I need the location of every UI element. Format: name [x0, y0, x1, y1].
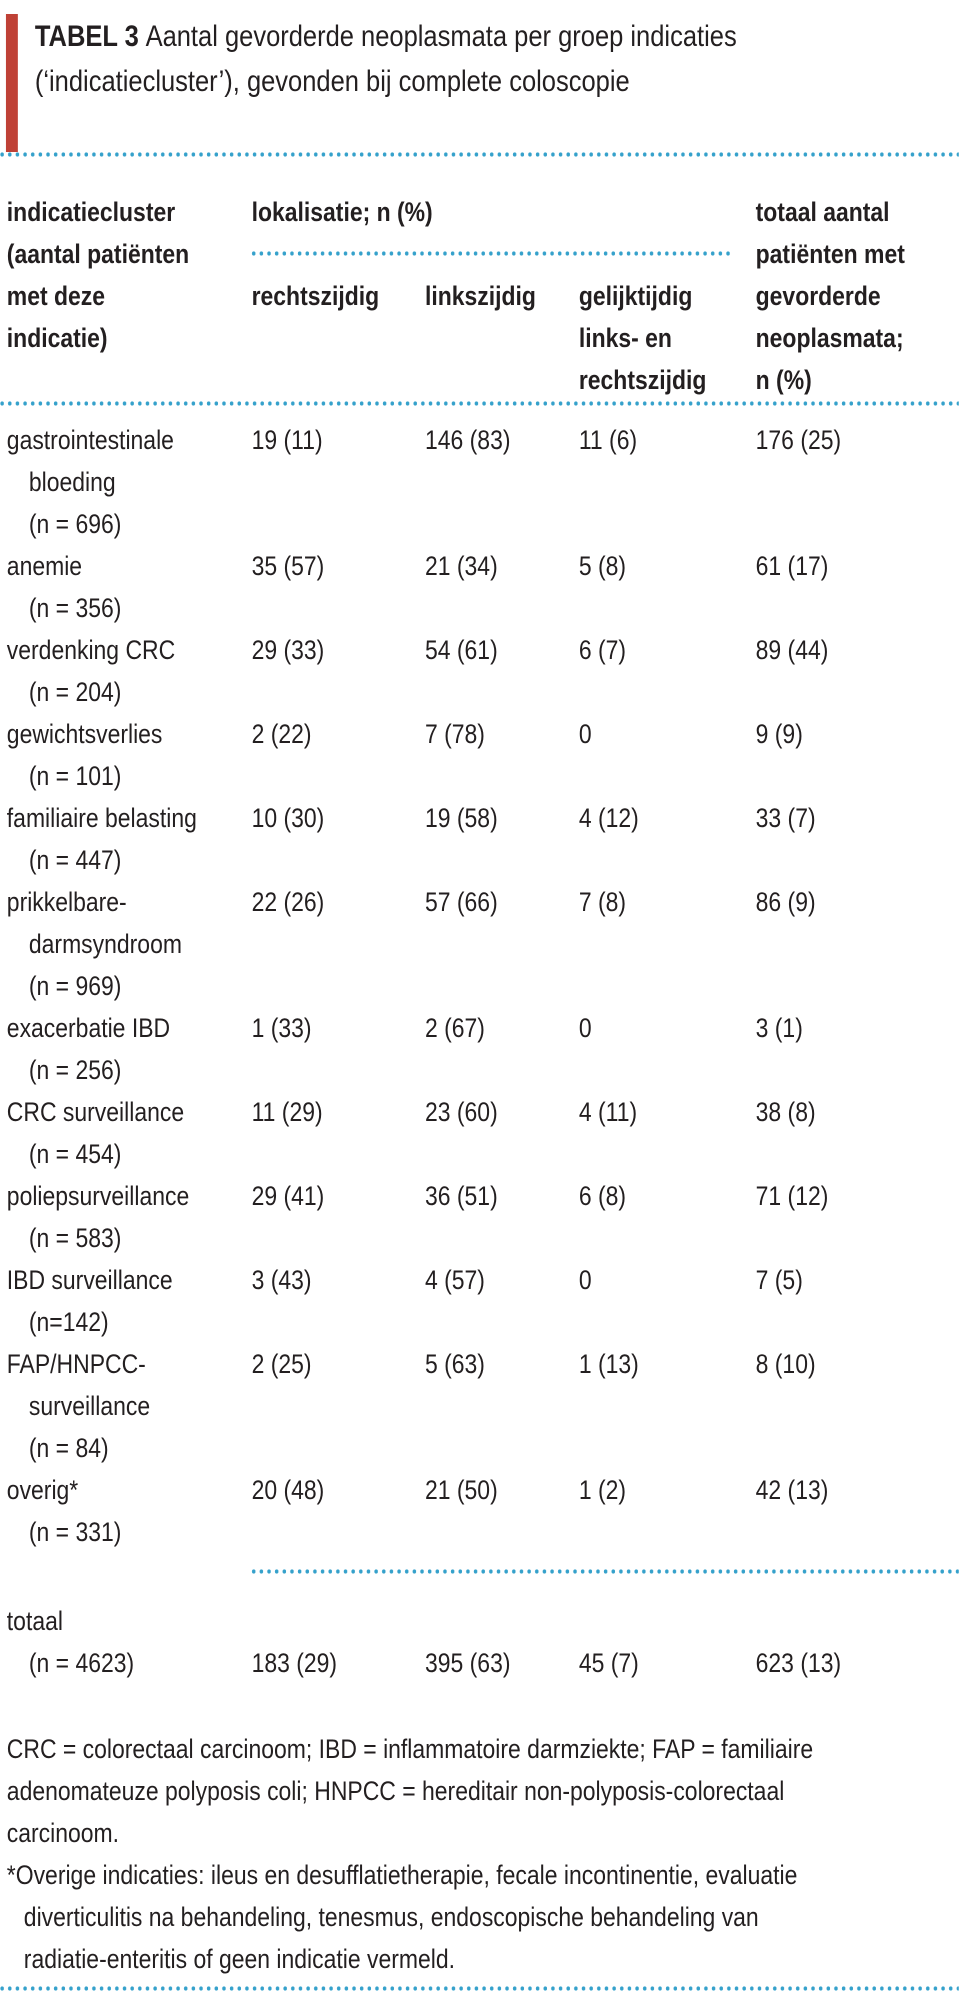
table-row-familiaire-belasting	[7, 797, 959, 881]
cell-rechtszijdig: 11 (29)	[251, 1097, 323, 1127]
row-label: anemie	[6, 551, 83, 581]
row-label-cell	[7, 713, 252, 797]
row-label-cell	[7, 1343, 252, 1469]
header-line: patiënten met	[755, 239, 905, 269]
row-label: familiaire belasting	[6, 803, 197, 833]
row-label: FAP/HNPCC-	[6, 1349, 146, 1379]
cell-gelijktijdig: 6 (7)	[578, 635, 627, 665]
table-row-fap-hnpcc-surveillance	[7, 1343, 959, 1469]
cell-rechtszijdig: 35 (57)	[251, 551, 325, 581]
header-rechtszijdig	[252, 275, 425, 401]
row-label: CRC surveillance	[6, 1097, 185, 1127]
header-line: rechtszijdig	[578, 365, 707, 395]
header-gelijktijdig	[579, 275, 756, 401]
cell-totaal: 33 (7)	[755, 803, 816, 833]
cell-gelijktijdig: 0	[578, 719, 592, 749]
table-row-anemie	[7, 545, 959, 629]
total-cell-totaal: 623 (13)	[755, 1648, 842, 1678]
asterisk-note: diverticulitis na behandeling, tenesmus, endoscopische behandeling van	[23, 1902, 759, 1932]
cell-totaal: 7 (5)	[755, 1265, 803, 1295]
header-line: indicatiecluster	[6, 197, 176, 227]
cell-linkszijdig: 2 (67)	[425, 1013, 485, 1043]
cell-rechtszijdig: 2 (22)	[251, 719, 312, 749]
row-n-count: (n = 256)	[28, 1055, 122, 1085]
cell-gelijktijdig: 4 (12)	[578, 803, 639, 833]
cell-gelijktijdig: 6 (8)	[578, 1181, 627, 1211]
row-label-cont: bloeding	[28, 467, 116, 497]
cell-linkszijdig: 7 (78)	[425, 719, 485, 749]
table-title-line1	[35, 14, 959, 59]
cell-rechtszijdig: 29 (41)	[251, 1181, 325, 1211]
header-group-label: lokalisatie; n (%)	[251, 197, 433, 227]
cell-linkszijdig: 54 (61)	[425, 635, 498, 665]
cell-totaal: 61 (17)	[755, 551, 829, 581]
table-title-text: Aantal gevorderde neoplasmata per groep indicaties	[145, 20, 737, 53]
row-label-cell	[7, 1007, 252, 1091]
cell-linkszijdig: 4 (57)	[425, 1265, 485, 1295]
dotted-divider-bottom	[0, 1986, 959, 1991]
cell-rechtszijdig: 1 (33)	[251, 1013, 312, 1043]
cell-linkszijdig: 21 (34)	[425, 551, 498, 581]
row-label: IBD surveillance	[6, 1265, 173, 1295]
table-row-overig	[7, 1469, 959, 1553]
dotted-divider-group	[252, 251, 733, 256]
row-n-count: (n = 969)	[28, 971, 122, 1001]
cell-linkszijdig: 5 (63)	[425, 1349, 485, 1379]
asterisk-note: radiatie-enteritis of geen indicatie vermeld.	[23, 1944, 455, 1974]
row-label: exacerbatie IBD	[6, 1013, 171, 1043]
cell-linkszijdig: 36 (51)	[425, 1181, 498, 1211]
total-cell-rechtszijdig: 183 (29)	[251, 1648, 338, 1678]
total-label: totaal	[6, 1606, 63, 1636]
row-label-cell	[7, 1259, 252, 1343]
cell-linkszijdig: 19 (58)	[425, 803, 498, 833]
row-label: overig*	[6, 1475, 79, 1505]
header-line: linkszijdig	[425, 281, 536, 311]
table-row-ibd-surveillance	[7, 1259, 959, 1343]
dotted-divider-total	[252, 1569, 959, 1574]
row-n-count: (n = 331)	[28, 1517, 122, 1547]
footnotes	[7, 1728, 959, 1980]
header-line: links- en	[578, 323, 672, 353]
table-row-crc-surveillance	[7, 1091, 959, 1175]
header-line: neoplasmata;	[755, 323, 904, 353]
header-linkszijdig	[425, 275, 579, 401]
header-line: n (%)	[755, 365, 812, 395]
row-label-cell	[7, 881, 252, 1007]
table-title-block	[7, 14, 959, 152]
header-line: met deze	[6, 281, 106, 311]
row-n-count: (n = 696)	[28, 509, 122, 539]
dotted-divider-top	[0, 152, 959, 157]
row-label-cell	[7, 797, 252, 881]
table-row-poliepsurveillance	[7, 1175, 959, 1259]
table-row-verdenking-crc	[7, 629, 959, 713]
abbreviation-note: adenomateuze polyposis coli; HNPCC = hereditair non-polyposis-colorectaal	[6, 1776, 785, 1806]
table-row-gastrointestinale-bloeding	[7, 419, 959, 545]
cell-linkszijdig: 146 (83)	[425, 425, 511, 455]
cell-gelijktijdig: 4 (11)	[578, 1097, 638, 1127]
cell-rechtszijdig: 19 (11)	[251, 425, 323, 455]
row-n-count: (n = 447)	[28, 845, 122, 875]
cell-totaal: 71 (12)	[755, 1181, 829, 1211]
table-number-label: TABEL 3	[34, 20, 139, 53]
header-line: indicatie)	[6, 323, 108, 353]
row-n-count: (n = 454)	[28, 1139, 122, 1169]
total-row	[7, 1600, 959, 1684]
row-label: prikkelbare-	[6, 887, 127, 917]
cell-totaal: 3 (1)	[755, 1013, 803, 1043]
cell-totaal: 176 (25)	[755, 425, 842, 455]
row-label-cell	[7, 545, 252, 629]
row-label: poliepsurveillance	[6, 1181, 190, 1211]
cell-gelijktijdig: 1 (2)	[578, 1475, 627, 1505]
row-n-count: (n = 204)	[28, 677, 122, 707]
cell-totaal: 89 (44)	[755, 635, 829, 665]
dotted-divider-header	[0, 401, 959, 406]
total-n-count: (n = 4623)	[28, 1648, 135, 1678]
header-line: rechtszijdig	[251, 281, 380, 311]
cell-totaal: 8 (10)	[755, 1349, 816, 1379]
row-n-count: (n = 101)	[28, 761, 122, 791]
cell-totaal: 42 (13)	[755, 1475, 829, 1505]
cell-linkszijdig: 23 (60)	[425, 1097, 498, 1127]
total-label-cell	[7, 1600, 252, 1684]
table-row-prikkelbare-darmsyndroom	[7, 881, 959, 1007]
header-line: gevorderde	[755, 281, 881, 311]
row-label-cell	[7, 629, 252, 713]
cell-linkszijdig: 21 (50)	[425, 1475, 498, 1505]
asterisk-note: *Overige indicaties: ileus en desufflatietherapie, fecale incontinentie, evaluatie	[6, 1860, 798, 1890]
header-line: (aantal patiënten	[6, 239, 190, 269]
row-label: gewichtsverlies	[6, 719, 163, 749]
cell-totaal: 86 (9)	[755, 887, 816, 917]
header-group-lokalisatie	[252, 191, 756, 275]
row-n-count: (n = 583)	[28, 1223, 122, 1253]
cell-linkszijdig: 57 (66)	[425, 887, 498, 917]
cell-gelijktijdig: 11 (6)	[578, 425, 638, 455]
abbreviation-note: carcinoom.	[6, 1818, 120, 1848]
row-label: verdenking CRC	[6, 635, 176, 665]
row-label-cont: surveillance	[28, 1391, 151, 1421]
row-n-count: (n = 356)	[28, 593, 122, 623]
row-label-cell	[7, 1175, 252, 1259]
cell-rechtszijdig: 10 (30)	[251, 803, 325, 833]
row-n-count: (n=142)	[28, 1307, 109, 1337]
cell-rechtszijdig: 3 (43)	[251, 1265, 312, 1295]
cell-rechtszijdig: 2 (25)	[251, 1349, 312, 1379]
header-totaal	[756, 191, 959, 401]
cell-rechtszijdig: 20 (48)	[251, 1475, 325, 1505]
table-row-gewichtsverlies	[7, 713, 959, 797]
cell-gelijktijdig: 5 (8)	[578, 551, 627, 581]
row-label-cell	[7, 419, 252, 545]
row-label-cell	[7, 1091, 252, 1175]
table-title-line2: (‘indicatiecluster’), gevonden bij complete coloscopie	[34, 65, 630, 98]
cell-gelijktijdig: 7 (8)	[578, 887, 627, 917]
row-label-cell	[7, 1469, 252, 1553]
cell-gelijktijdig: 1 (13)	[578, 1349, 639, 1379]
abbreviation-note: CRC = colorectaal carcinoom; IBD = inflammatoire darmziekte; FAP = familiaire	[6, 1734, 814, 1764]
total-cell-gelijktijdig: 45 (7)	[578, 1648, 639, 1678]
header-indicatiecluster	[7, 191, 252, 401]
row-n-count: (n = 84)	[28, 1433, 109, 1463]
row-label-cont: darmsyndroom	[28, 929, 182, 959]
header-line: gelijktijdig	[578, 281, 693, 311]
total-cell-linkszijdig: 395 (63)	[425, 1648, 511, 1678]
table-total-section	[7, 1600, 959, 1684]
cell-gelijktijdig: 0	[578, 1013, 592, 1043]
cell-totaal: 38 (8)	[755, 1097, 816, 1127]
table-header	[7, 191, 959, 401]
table-body	[7, 419, 959, 1553]
cell-rechtszijdig: 29 (33)	[251, 635, 325, 665]
row-label: gastrointestinale	[6, 425, 174, 455]
table-row-exacerbatie-ibd	[7, 1007, 959, 1091]
cell-totaal: 9 (9)	[755, 719, 803, 749]
cell-gelijktijdig: 0	[578, 1265, 592, 1295]
header-line: totaal aantal	[755, 197, 890, 227]
red-accent-bar	[6, 14, 18, 152]
cell-rechtszijdig: 22 (26)	[251, 887, 325, 917]
